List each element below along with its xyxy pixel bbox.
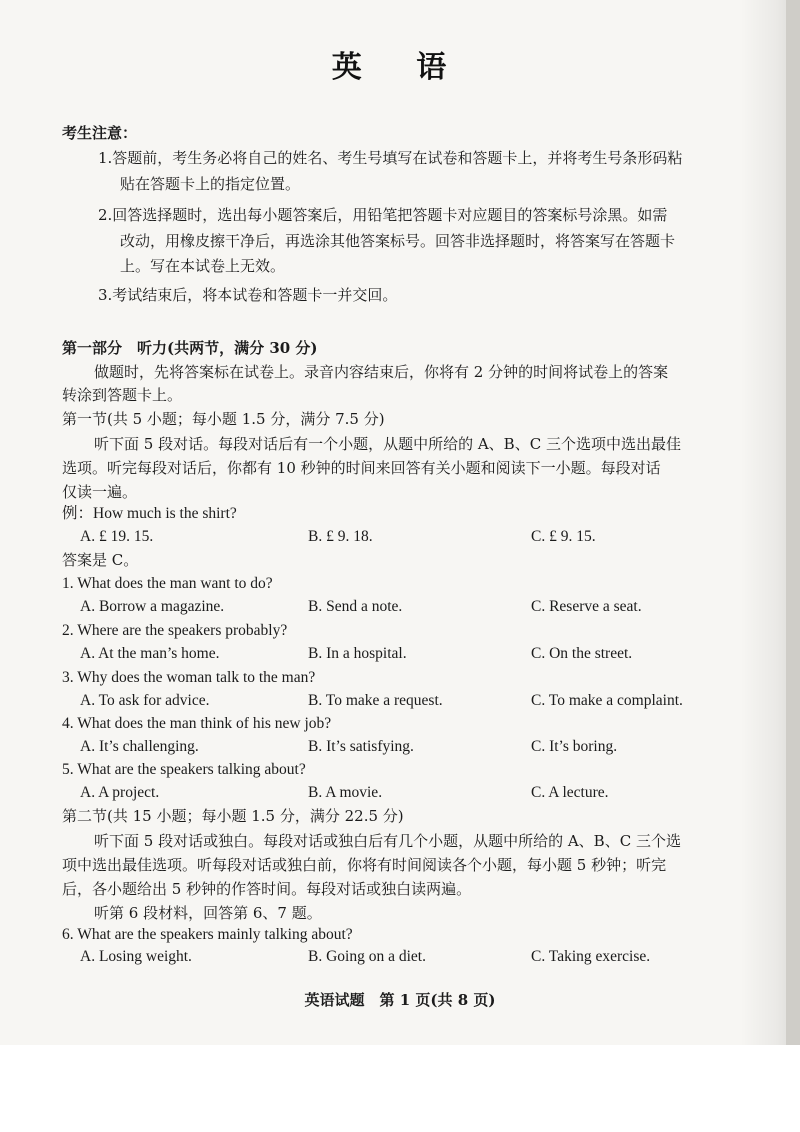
section2-heading: 第二节(共 15 小题；每小题 1.5 分，满分 22.5 分) bbox=[62, 807, 404, 825]
option-b: B. In a hospital. bbox=[308, 645, 407, 662]
part1-intro-line: 转涂到答题卡上。 bbox=[62, 386, 183, 404]
part1-heading: 第一部分 听力(共两节，满分 30 分) bbox=[62, 339, 318, 357]
page-title: 英 语 bbox=[331, 50, 469, 85]
question-text: 5. What are the speakers talking about? bbox=[62, 761, 306, 778]
option-b: B. Going on a diet. bbox=[308, 948, 426, 965]
option-c: C. It’s boring. bbox=[531, 738, 618, 755]
notice-line: 1.答题前，考生务必将自己的姓名、考生号填写在试卷和答题卡上，并将考生号条形码粘 bbox=[98, 149, 683, 167]
option-b: B. To make a request. bbox=[308, 692, 443, 709]
example-answer: 答案是 C。 bbox=[62, 551, 139, 569]
option-a: A. At the man’s home. bbox=[80, 645, 220, 662]
option-c: C. On the street. bbox=[531, 645, 633, 662]
question-text: 6. What are the speakers mainly talking about? bbox=[62, 926, 353, 943]
section2-instruction-line: 听下面 5 段对话或独白。每段对话或独白后有几个小题，从题中所给的 A、B、C 三个选 bbox=[94, 832, 681, 850]
question-text: 2. Where are the speakers probably? bbox=[62, 622, 288, 639]
option-c: C. Reserve a seat. bbox=[531, 598, 642, 615]
page-footer: 英语试题 第 1 页(共 8 页) bbox=[304, 991, 496, 1009]
option-c: C. To make a complaint. bbox=[531, 692, 683, 709]
section2-instruction-line: 后，各小题给出 5 秒钟的作答时间。每段对话或独白读两遍。 bbox=[62, 880, 472, 898]
question-text: 1. What does the man want to do? bbox=[62, 575, 273, 592]
example-question: 例：How much is the shirt? bbox=[62, 505, 237, 522]
notice-line: 改动，用橡皮擦干净后，再选涂其他答案标号。回答非选择题时，将答案写在答题卡 bbox=[120, 232, 676, 250]
option-c: C. A lecture. bbox=[531, 784, 609, 801]
section1-heading: 第一节(共 5 小题；每小题 1.5 分，满分 7.5 分) bbox=[62, 410, 385, 428]
example-option-c: C. £ 9. 15. bbox=[531, 528, 596, 545]
section1-instruction-line: 选项。听完每段对话后，你都有 10 秒钟的时间来回答有关小题和阅读下一小题。每段对话 bbox=[62, 459, 661, 477]
notice-line: 上。写在本试卷上无效。 bbox=[120, 257, 286, 275]
notice-line: 3.考试结束后，将本试卷和答题卡一并交回。 bbox=[98, 286, 398, 304]
option-a: A. Losing weight. bbox=[80, 948, 192, 965]
question-text: 3. Why does the woman talk to the man? bbox=[62, 669, 316, 686]
example-option-b: B. £ 9. 18. bbox=[308, 528, 373, 545]
option-c: C. Taking exercise. bbox=[531, 948, 651, 965]
option-a: A. A project. bbox=[80, 784, 160, 801]
option-b: B. Send a note. bbox=[308, 598, 403, 615]
section1-instruction-line: 听下面 5 段对话。每段对话后有一个小题，从题中所给的 A、B、C 三个选项中选出最佳 bbox=[94, 435, 681, 453]
example-option-a: A. £ 19. 15. bbox=[80, 528, 154, 545]
option-a: A. Borrow a magazine. bbox=[80, 598, 225, 615]
notice-line: 2.回答选择题时，选出每小题答案后，用铅笔把答题卡对应题目的答案标号涂黑。如需 bbox=[98, 206, 668, 224]
page-edge-strip bbox=[786, 0, 800, 1045]
section2-material-note: 听第 6 段材料，回答第 6、7 题。 bbox=[94, 904, 322, 922]
notice-line: 贴在答题卡上的指定位置。 bbox=[120, 175, 301, 193]
option-b: B. A movie. bbox=[308, 784, 383, 801]
option-a: A. To ask for advice. bbox=[80, 692, 210, 709]
part1-intro-line: 做题时，先将答案标在试卷上。录音内容结束后，你将有 2 分钟的时间将试卷上的答案 bbox=[94, 363, 669, 381]
question-text: 4. What does the man think of his new job? bbox=[62, 715, 332, 732]
option-b: B. It’s satisfying. bbox=[308, 738, 414, 755]
notice-heading: 考生注意： bbox=[62, 124, 138, 142]
option-a: A. It’s challenging. bbox=[80, 738, 199, 755]
section1-instruction-line: 仅读一遍。 bbox=[62, 483, 138, 501]
section2-instruction-line: 项中选出最佳选项。听每段对话或独白前，你将有时间阅读各个小题，每小题 5 秒钟；听完 bbox=[62, 856, 667, 874]
